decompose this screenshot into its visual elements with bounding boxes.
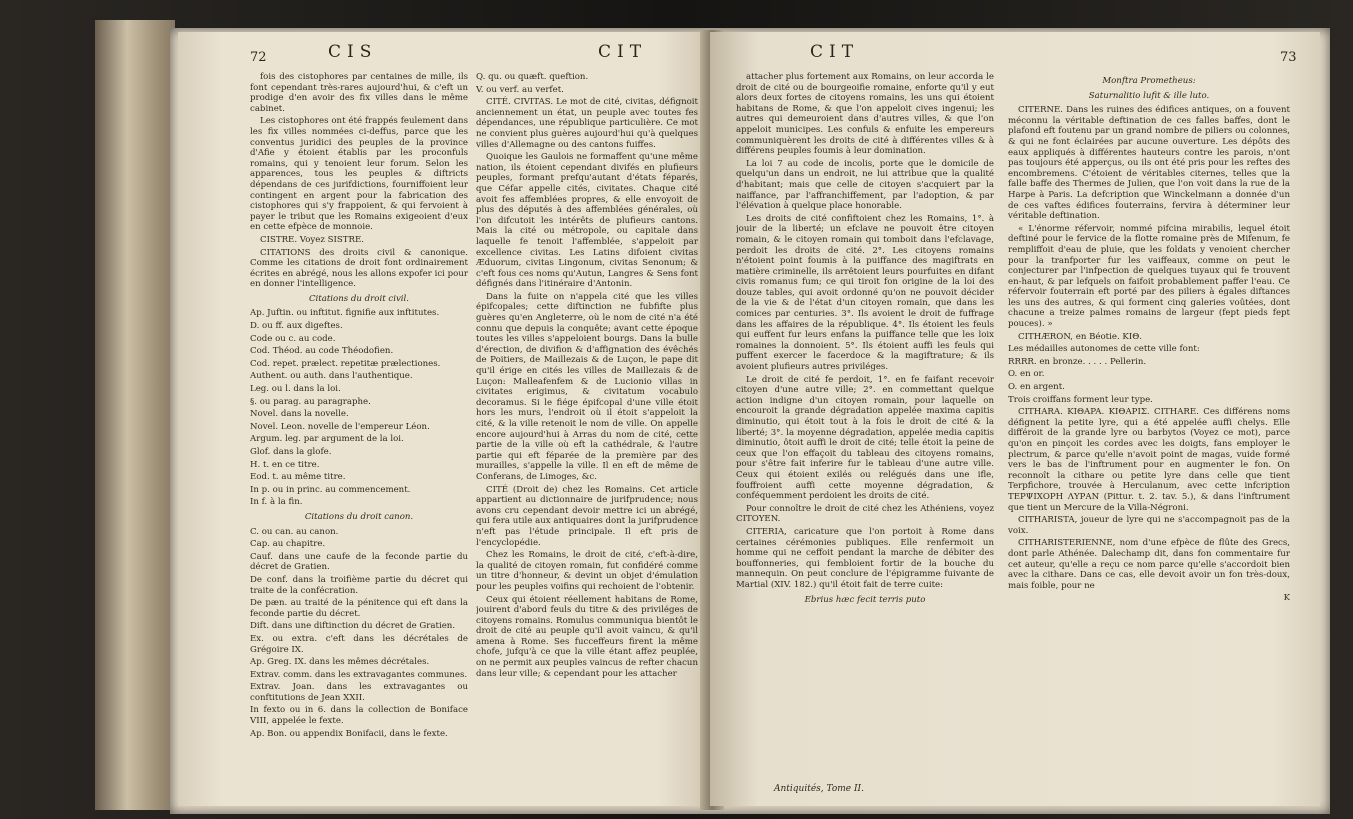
list-item: Ex. ou extra. c'eft dans les décrétales de Grégoire IX. (250, 633, 468, 655)
list-item: Novel. Leon. novelle de l'empereur Léon. (250, 421, 430, 432)
list-item: De conf. dans la troifième partie du décret qui traite de la confécration. (250, 574, 468, 596)
left-page (178, 32, 723, 806)
list-item: Argum. leg. par argument de la loi. (250, 434, 404, 445)
list-item: O. en or. (1008, 369, 1045, 380)
list-item: Dift. dans une diftinction du décret de Gratien. (250, 621, 456, 632)
paragraph: Dans la fuite on n'appela cité que les villes épifcopales; cette diftinction ne fubfifte plus guères qu'en Angleterre, où le nom de cité n'a été connu que depuis la conquête; avant cette époque toutes les villes s'appeloient bourgs. Dans la bulle d'érection, de divifion & d'affignation des évêchés de Poitiers, de Maillezais & de Luçon, le pape dit qu'il érige en cités les villes de Maillezais & de Luçon: Malleafenfem & de Lucionio villas in civitates erigimus, & civitatum vocabulo decoramus. Si le fiége épifcopal d'une ville étoit hors les murs, l'endroit où il étoit s'appeloit la cité, & la ville retenoit le nom de ville. On appelle encore aujourd'hui à Arras du nom de cité, cette partie de la ville où eft la cathédrale, & l'autre partie qui eft féparée de la première par des murailles, s'appelle la ville. Il en eft de même de Conferans, de Limoges, &c. (476, 291, 698, 482)
list-item: Novel. dans la novelle. (250, 409, 349, 420)
verse-line: Monftra Prometheus: (1102, 76, 1196, 86)
paragraph: attacher plus fortement aux Romains, on leur accorda le droit de cité ou de bourgeoifie romaine, enforte qu'il y eut alors deux fortes de citoyens romains, les uns qui étoient habitans de Rome, & que l'on appeloit cives ingenui; les autres qui demeuroient dans d'autres villes, & que l'on appeloit municipes. Les confuls & enfuite les empereurs communiquèrent les droits de cité à différentes villes & à différens peuples foumis à leur domination. (736, 72, 994, 157)
book-spine (95, 20, 175, 810)
list-item: V. ou verf. au verfet. (476, 84, 564, 95)
signature-mark: K (1283, 593, 1290, 604)
paragraph: La loi 7 au code de incolis, porte que le domicile de quelqu'un dans un endroit, ne lui attribue que la qualité d'habitant; mais que celle de citoyen s'acquiert par la naiffance, par l'affranchiffement, par l'adoption, & par l'élévation à quelque place honorable. (736, 158, 994, 212)
list-item: Cauf. dans une caufe de la feconde partie du décret de Gratien. (250, 551, 468, 573)
right-column-2 (1008, 72, 1290, 802)
list-item: Glof. dans la glofe. (250, 447, 332, 457)
list-item: Code ou c. au code. (250, 333, 336, 344)
section-heading: Citations du droit civil. (308, 293, 410, 304)
paragraph: « L'énorme réfervoir, nommé pifcina mirabilis, lequel étoit deftiné pour le fervice de la flotte romaine près de Mifenum, fe rempliffoit d'eau de pluie, que les foldats y venoient chercher pour la tranfporter fur les vaiffeaux, comme on peut le conjecturer par l'infpection de quelques tuyaux qui fe trouvent en-haut, & par lefquels on faifoit probablement paffer l'eau. Ce réfervoir fouterrain eft porté par des piliers à égales diftances les uns des autres, & qui forment cinq galeries voûtées, dont chacune a treize palmes romains de largeur (fept pieds fept pouces). » (1008, 223, 1290, 330)
paragraph: CITÉ. CIVITAS. Le mot de cité, civitas, défignoit anciennement un état, un peuple avec toutes fes dépendances, une république particulière. Ce mot ne convient plus guères aujourd'hui qu'à quelques villes d'Allemagne ou des cantons fuiffes. (476, 97, 698, 150)
paragraph: Chez les Romains, le droit de cité, c'eft-à-dire, la qualité de citoyen romain, fut confidéré comme un titre d'honneur, & devint un objet d'émulation pour les peuples voifins qui rechoient de l'obtenir. (476, 550, 698, 592)
page-number-left: 72 (250, 50, 267, 65)
list-item: Cap. au chapitre. (250, 539, 326, 550)
left-column-1 (250, 72, 468, 802)
list-item: §. ou parag. au paragraphe. (250, 396, 371, 407)
paragraph: CITERIA, caricature que l'on portoit à Rome dans certaines cérémonies publiques. Elle renfermoit un homme qui ne ceffoit pendant la marche de débiter des bouffonneries, qui fembloient fortir de la bouche du mannequin. On peut conclure de l'épigramme fuivante de Martial (XIV. 182.) qu'il étoit fait de terre cuite: (736, 526, 994, 590)
list-item: Les médailles autonomes de cette ville font: (1008, 344, 1200, 355)
list-item: D. ou ff. aux digeftes. (250, 321, 343, 332)
paragraph: Quoique les Gaulois ne formaffent qu'une même nation, ils étoient cependant divifés en plufieurs peuples, formant prefqu'autant d'états féparés, que Céfar appelle cités, civitates. Chaque cité avoit fes affemblées propres, & elle envoyoit de plus des députés à des affemblées générales, où l'on difcutoit les intérêts de plufieurs cantons. Mais la cité ou métropole, ou capitale dans laquelle fe tenoit l'affemblée, s'appeloit par excellence civitas. Les Latins difoient civitas Æduorum, civitas Lingonum, civitas Senonum; & c'eft fous ces noms qu'Autun, Langres & Sens font défignés dans l'itinéraire d'Antonin. (476, 152, 698, 290)
paragraph: CITERNE. Dans les ruines des édifices antiques, on a fouvent méconnu la véritable deftination de ces falles baffes, dont le plafond eft foutenu par un grand nombre de piliers ou colonnes, & qui ne font éclairées par aucune ouverture. Les dépôts des eaux appliqués à différentes hauteurs contre les parois, n'ont pas toujours été apperçus, ou ils ont été pris pour les reftes des encombremens. C'étoient de véritables citernes, telles que la falle baffe des Thermes de Julien, que l'on voit dans la rue de la Harpe à Paris. La defcription que Winckelmann a donnée d'un de ces vaftes édifices fouterrains, fervira à déterminer leur véritable deftination. (1008, 105, 1290, 222)
paragraph: CITHARA. KIΘAPA. KIΘAPIΣ. CITHARE. Ces différens noms défignent la petite lyre, qui a été appelée auffi chelys. Elle différoit de la grande lyre ou barbytos (Voyez ce mot), parce qu'on en pinçoit les cordes avec les doigts, fans employer le plectrum, & parce qu'elle n'avoit point de magas, vuide formé vers le bas de l'inftrument pour en augmenter le fon. On reconnoît la cithare ou petite lyre dans celle que tient Terpfichore, trouvée à Herculanum, avec cette infcription ΤΕΡΨΙΧΟΡΗ ΛΥΡΑΝ (Pittur. t. 2. tav. 5.), & dans l'inftrument que tient un Mercure de la Villa-Négroni. (1008, 407, 1290, 513)
running-head-right: CIT (810, 42, 860, 62)
paragraph: Les droits de cité confiftoient chez les Romains, 1°. à jouir de la liberté; un efclave ne pouvoit être citoyen romain, & le citoyen romain qui tomboit dans l'efclavage, perdoit les droits de cité. 2°. Les citoyens romains n'étoient point foumis à la puiffance des magiftrats en matière criminelle, ils arrêtoient leurs pourfuites en difant civis romanus fum; ce qui tiroit fon origine de la loi des douze tables, qui avoit ordonné qu'on ne pouvoit décider de la vie & de l'état d'un citoyen romain, que dans les comices par centuries. 3°. Ils avoient le droit de fuffrage dans les affaires de la république. 4°. Ils étoient les feuls qui euffent fur leurs enfans la puiffance telle que les loix romaines la donnoient. 5°. Ils étoient auffi les feuls qui puffent exercer le facerdoce & la magiftrature; & ils avoient plufieurs autres priviléges. (736, 213, 994, 373)
list-item: Leg. ou l. dans la loi. (250, 384, 341, 395)
list-item: De pæn. au traité de la pénitence qui eft dans la feconde partie du décret. (250, 598, 468, 619)
verse-line: Saturnalitio lufit & ille luto. (1088, 90, 1210, 101)
paragraph: CISTRE. Voyez SISTRE. (260, 234, 364, 245)
paragraph: CITHARISTERIENNE, nom d'une efpèce de flûte des Grecs, dont parle Athénée. Dalechamp dit, dans fon commentaire fur cet auteur, qu'elle a reçu ce nom parce qu'elle s'accordoit bien avec la cithare. Dans ce cas, elle devoit avoir un fon très-doux, mais foible, pour ne (1008, 538, 1290, 591)
paragraph: fois des cistophores par centaines de mille, ils font cependant très-rares aujourd'hui, & c'eft un prodige d'en avoir des fix villes dans le même cabinet. (250, 72, 468, 114)
list-item: Ap. Greg. IX. dans les mêmes décrétales. (250, 657, 430, 668)
list-item: Ap. Bon. ou appendix Bonifacii, dans le fexte. (250, 728, 448, 739)
verse-line: Ebrius hæc fecit terris puto (804, 594, 926, 605)
list-item: H. t. en ce titre. (250, 459, 320, 470)
list-item: Trois croiffans forment leur type. (1008, 394, 1153, 405)
list-item: C. ou can. au canon. (250, 526, 339, 537)
list-item: Extrav. Joan. dans les extravagantes ou conftitutions de Jean XXII. (250, 682, 468, 703)
list-item: In f. à la fin. (250, 497, 303, 508)
list-item: Extrav. comm. dans les extravagantes communes. (250, 669, 468, 680)
right-column-1 (736, 72, 994, 772)
paragraph: Le droit de cité fe perdoit, 1°. en fe faifant recevoir citoyen d'une autre ville; 2°. en commettant quelque action indigne d'un citoyen romain, pour laquelle on encouroit la grande dégradation appelée maxima capitis diminutio, qui étoit tout à la fois le droit de cité & la liberté; 3°. la moyenne dégradation, appelée media capitis diminutio, ôtoit auffi le droit de cité; telle étoit la peine de ceux que l'on effaçoit du tableau des citoyens romains, pour s'être fait inferire fur le tableau d'une autre ville. Ceux qui étoient exilés ou relégués dans une ifle, fouffroient auffi cette moyenne dégradation, & conféquemment perdoient les droits de cité. (736, 374, 994, 502)
paragraph: CITHÆRON, en Béotie. KIΘ. (1018, 331, 1143, 342)
list-item: Eod. t. au même titre. (250, 472, 346, 483)
left-column-2 (476, 72, 698, 802)
running-head-left-b: CIT (598, 42, 648, 62)
paragraph: CITATIONS des droits civil & canonique. Comme les citations de droit font ordinairement écrites en abrégé, nous les allons expofer ici pour en donner l'intelligence. (250, 247, 468, 290)
paragraph: Les cistophores ont été frappés feulement dans les fix villes nommées ci-deffus, parce que les conventus juridici des peuples de la province d'Afie y étoient établis par les proconfuls romains, qui y tenoient leur forum. Selon les apparences, tous les peuples & diftricts dépendans de ces jurifdictions, fourniffoient leur contingent en argent pour la fabrication des cistophores qui s'y frappoient, & qui fervoient à payer le tribut que les Romains exigeoient d'eux en cette efpèce de monnoie. (250, 116, 468, 233)
paragraph: Ceux qui étoient réellement habitans de Rome, jouirent d'abord feuls du titre & des priviléges de citoyens romains. Romulus communiqua bientôt le droit de cité au peuple qu'il avoit vaincu, & qu'il amena à Rome. Ses fucceffeurs firent la même chofe, jufqu'à ce que la ville étant affez peuplée, on ne permit aux peuples vaincus de refter chacun dans leur ville; & cependant pour les attacher (476, 594, 698, 679)
list-item: Cod. repet. prælect. repetitæ prælectiones. (250, 358, 441, 369)
list-item: RRRR. en bronze. . . . . Pellerin. (1008, 356, 1147, 367)
section-heading: Citations du droit canon. (304, 511, 414, 522)
paragraph: CITHARISTA, joueur de lyre qui ne s'accompagnoit pas de la voix. (1008, 515, 1290, 536)
list-item: In p. ou in princ. au commencement. (250, 484, 411, 495)
list-item: In fexto ou in 6. dans la collection de Boniface VIII, appelée le fexte. (250, 705, 468, 727)
paragraph: Pour connoître le droit de cité chez les Athéniens, voyez CITOYEN. (736, 503, 994, 525)
page-footer: Antiquités, Tome II. (774, 784, 864, 794)
list-item: Ap. Juftin. ou inftitut. fignifie aux inftitutes. (250, 308, 440, 319)
list-item: Cod. Théod. au code Théodofien. (250, 346, 394, 357)
list-item: O. en argent. (1008, 382, 1065, 393)
list-item: Authent. ou auth. dans l'authentique. (250, 371, 413, 382)
list-item: Q. qu. ou quæft. queftion. (476, 72, 589, 82)
right-page (710, 32, 1320, 806)
running-head-left-a: CIS (328, 42, 378, 62)
page-number-right: 73 (1280, 50, 1297, 65)
paragraph: CITÉ (Droit de) chez les Romains. Cet article appartient au dictionnaire de jurifprudence; nous avons cru cependant devoir mettre ici un abrégé, qui fera utile aux antiquaires dont la jurifprudence n'eft pas l'étude principale. Il eft pris de l'encyclopédie. (476, 484, 698, 548)
